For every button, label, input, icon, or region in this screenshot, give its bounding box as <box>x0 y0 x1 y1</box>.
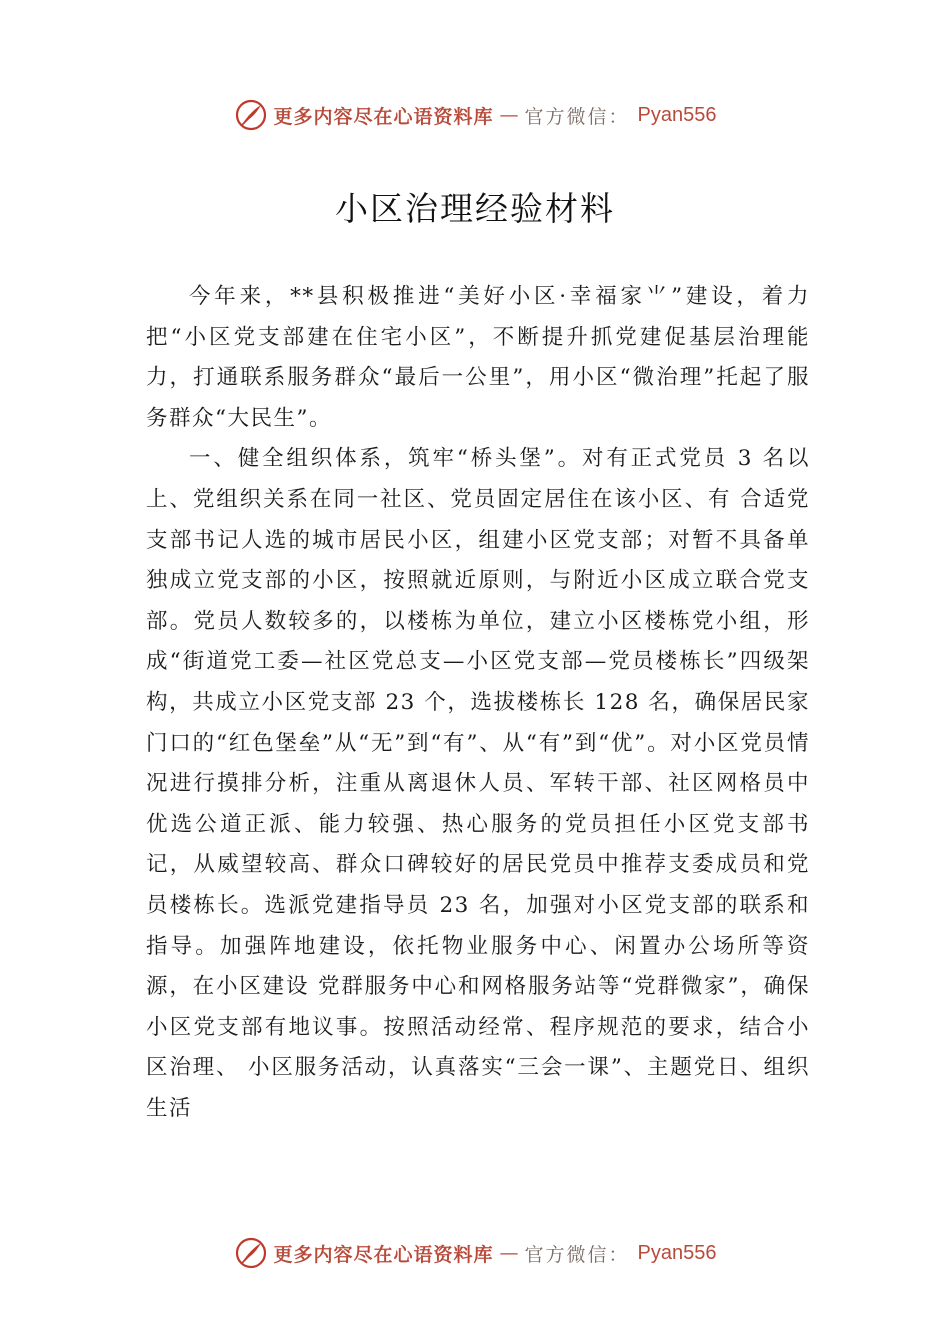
watermark-footer <box>0 1233 950 1273</box>
watermark-wechat-id: Pyan556 <box>637 1241 717 1264</box>
watermark-header <box>0 95 950 135</box>
feather-logo-icon <box>234 98 268 132</box>
paragraph-section-1: 一、健全组织体系，筑牢“桥头堡”。对有正式党员 3 名以上、党组织关系在同一社区、党员固定居住在该小区、有 合适党支部书记人选的城市居民小区，组建小区党支部；对暂不具备单独成立党支部的小区，按照就近原则，与附近小区成立联合党支部。党员人数较多的，以楼栋为单位，建立小区楼栋党小组，形成“街道党工委—社区党总支—小区党支部—党员楼栋长”四级架构，共成立小区党支部 23 个，选拔楼栋长 128 名，确保居民家门口的“红色堡垒”从“无”到“有”、从“有”到“优”。对小区党员情况进行摸排分析，注重从离退休人员、军转干部、社区网格员中优选公道正派、能力较强、热心服务的党员担任小区党支部书记，从威望较高、群众口碑较好的居民党员中推荐支委成员和党员楼栋长。选派党建指导员 23 名，加强对小区党支部的联系和指导。加强阵地建设，依托物业服务中心、闲置办公场所等资源，在小区建设 党群服务中心和网格服务站等“党群微家”，确保小区党支部有地议事。按照活动经常、程序规范的要求，结合小区治理、 小区服务活动，认真落实“三会一课”、主题党日、组织生活 <box>146 446 810 1121</box>
document-title: 小区治理经验材料 <box>335 189 615 228</box>
paragraph-intro: 今年来，**县积极推进“美好小区·幸福家⺌”建设，着力把“小区党支部建在住宅小区”，不断提升抓党建促基层治理能力，打通联系服务群众“最后一公里”，用小区“微治理”托起了服务群众“大民生”。 <box>146 284 810 431</box>
watermark-official-label: 官方微信： <box>524 105 630 128</box>
watermark-brand: 更多内容尽在心语资料库 <box>273 1243 494 1266</box>
watermark-dash: — <box>499 104 519 126</box>
watermark-brand: 更多内容尽在心语资料库 <box>273 105 494 128</box>
watermark-official-label: 官方微信： <box>524 1243 630 1266</box>
document-body <box>146 277 810 1129</box>
watermark-wechat-id: Pyan556 <box>637 103 717 126</box>
feather-logo-icon <box>234 1236 268 1270</box>
watermark-dash: — <box>499 1242 519 1264</box>
